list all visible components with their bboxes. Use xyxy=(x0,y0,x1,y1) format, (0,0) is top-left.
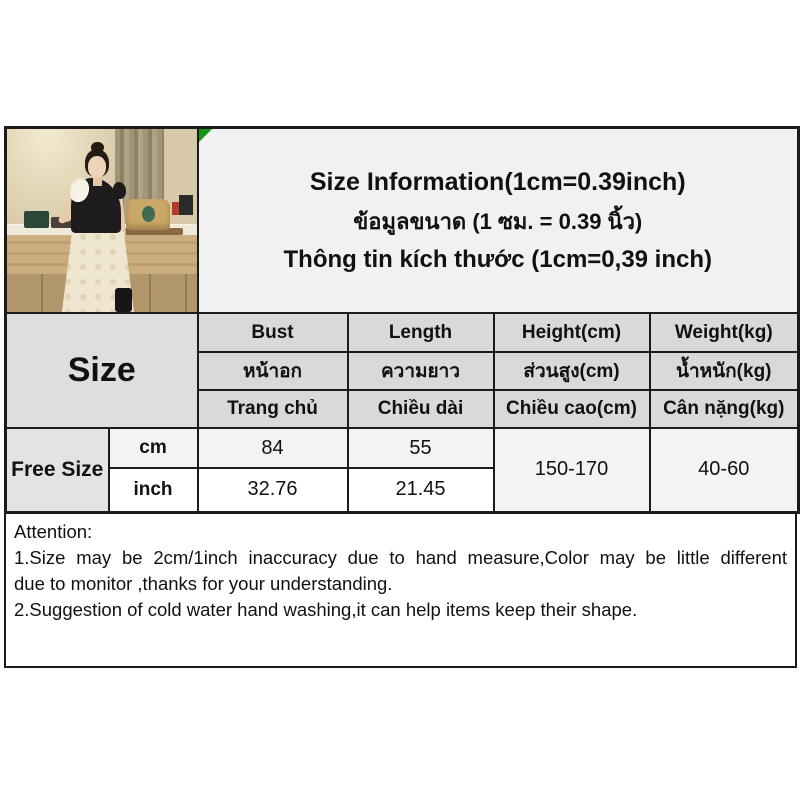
size-header: Size xyxy=(6,313,198,428)
column-header-length-vi: Chiều dài xyxy=(348,390,494,428)
column-header-length-en: Length xyxy=(348,313,494,352)
weight-value: 40-60 xyxy=(650,428,799,512)
column-header-height-th: ส่วนสูง(cm) xyxy=(494,352,650,390)
attention-line-2: due to monitor ,thanks for your understanding. xyxy=(14,573,393,594)
black-clutch xyxy=(115,288,132,312)
model-sleeve xyxy=(113,182,126,198)
length-inch-value: 21.45 xyxy=(348,468,494,512)
unit-inch: inch xyxy=(109,468,198,512)
column-header-bust-en: Bust xyxy=(198,313,348,352)
model-photo xyxy=(6,128,198,314)
column-header-length-th: ความยาว xyxy=(348,352,494,390)
title-cell xyxy=(198,128,799,314)
column-header-weight-en: Weight(kg) xyxy=(650,313,799,352)
column-header-weight-th: น้ำหนัก(kg) xyxy=(650,352,799,390)
photo-scene xyxy=(7,129,197,312)
attention-line-3: 2.Suggestion of cold water hand washing,it can help items keep their shape. xyxy=(14,599,638,620)
height-value: 150-170 xyxy=(494,428,650,512)
burlap-bag-logo xyxy=(142,206,155,222)
green-bag xyxy=(24,211,49,227)
red-item xyxy=(172,202,180,215)
attention-heading: Attention: xyxy=(14,521,93,542)
title-block xyxy=(199,168,798,274)
column-header-height-en: Height(cm) xyxy=(494,313,650,352)
black-box xyxy=(179,195,192,215)
column-header-bust-vi: Trang chủ xyxy=(198,390,348,428)
column-header-weight-vi: Cân nặng(kg) xyxy=(650,390,799,428)
bust-cm-value: 84 xyxy=(198,428,348,468)
size-chart xyxy=(4,126,800,514)
bust-inch-value: 32.76 xyxy=(198,468,348,512)
column-header-bust-th: หน้าอก xyxy=(198,352,348,390)
row-label-free-size: Free Size xyxy=(6,428,109,512)
column-header-height-vi: Chiều cao(cm) xyxy=(494,390,650,428)
unit-cm: cm xyxy=(109,428,198,468)
title-thai: ข้อมูลขนาด (1 ซม. = 0.39 นิ้ว) xyxy=(353,208,643,234)
title-vietnamese: Thông tin kích thước (1cm=0,39 inch) xyxy=(283,245,713,273)
title-english: Size Information(1cm=0.39inch) xyxy=(309,167,686,196)
green-corner-triangle-icon xyxy=(199,129,212,142)
length-cm-value: 55 xyxy=(348,428,494,468)
attention-box xyxy=(4,512,797,668)
attention-line-1: 1.Size may be 2cm/1inch inaccuracy due to hand measure,Color may be little different xyxy=(14,547,787,568)
